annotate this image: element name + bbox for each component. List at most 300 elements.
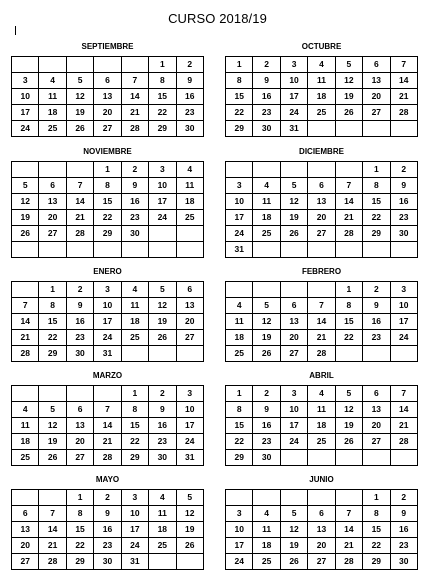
day-cell: 20 xyxy=(176,314,203,330)
day-cell: 23 xyxy=(121,210,148,226)
day-cell: 28 xyxy=(12,346,39,362)
day-cell: 11 xyxy=(308,73,335,89)
day-cell: 19 xyxy=(335,418,362,434)
day-cell: 23 xyxy=(253,434,280,450)
day-cell: 12 xyxy=(335,73,362,89)
day-cell: 7 xyxy=(94,402,121,418)
day-cell: 23 xyxy=(176,105,203,121)
day-cell: 17 xyxy=(12,105,39,121)
day-cell: 21 xyxy=(66,210,93,226)
empty-day-cell xyxy=(12,282,39,298)
day-cell: 3 xyxy=(12,73,39,89)
day-cell: 25 xyxy=(253,226,280,242)
empty-day-cell xyxy=(280,282,307,298)
month-name: MARZO xyxy=(92,371,123,380)
day-cell: 26 xyxy=(280,554,307,570)
month-grid xyxy=(225,489,418,570)
day-cell: 13 xyxy=(176,298,203,314)
empty-day-cell xyxy=(390,121,417,137)
empty-day-cell xyxy=(12,162,39,178)
day-cell: 25 xyxy=(308,434,335,450)
day-cell: 9 xyxy=(390,178,417,194)
week-row xyxy=(12,506,204,522)
day-cell: 21 xyxy=(121,105,148,121)
day-cell: 30 xyxy=(94,554,121,570)
day-cell: 17 xyxy=(280,89,307,105)
day-cell: 8 xyxy=(335,298,362,314)
day-cell: 16 xyxy=(390,194,417,210)
day-cell: 23 xyxy=(390,210,417,226)
week-row xyxy=(12,226,204,242)
day-cell: 4 xyxy=(176,162,203,178)
day-cell: 14 xyxy=(335,194,362,210)
day-cell: 28 xyxy=(94,450,121,466)
week-row xyxy=(226,105,418,121)
day-cell: 7 xyxy=(12,298,39,314)
day-cell: 31 xyxy=(94,346,121,362)
empty-day-cell xyxy=(176,346,203,362)
day-cell: 22 xyxy=(335,330,362,346)
week-row xyxy=(226,386,418,402)
day-cell: 18 xyxy=(149,522,176,538)
day-cell: 24 xyxy=(280,105,307,121)
day-cell: 12 xyxy=(149,298,176,314)
week-row xyxy=(12,330,204,346)
day-cell: 26 xyxy=(335,105,362,121)
day-cell: 6 xyxy=(39,178,66,194)
day-cell: 2 xyxy=(390,162,417,178)
day-cell: 9 xyxy=(149,402,176,418)
day-cell: 28 xyxy=(335,554,362,570)
day-cell: 26 xyxy=(280,226,307,242)
month-grid xyxy=(225,281,418,362)
month-name: ABRIL xyxy=(309,371,334,380)
week-row xyxy=(12,522,204,538)
day-cell: 13 xyxy=(12,522,39,538)
day-cell: 9 xyxy=(253,73,280,89)
empty-day-cell xyxy=(308,162,335,178)
day-cell: 5 xyxy=(335,57,362,73)
day-cell: 9 xyxy=(253,402,280,418)
empty-day-cell xyxy=(308,121,335,137)
day-cell: 14 xyxy=(39,522,66,538)
day-cell: 18 xyxy=(253,210,280,226)
empty-day-cell xyxy=(39,490,66,506)
day-cell: 20 xyxy=(363,89,390,105)
month-name: MAYO xyxy=(95,475,120,484)
week-row xyxy=(12,242,204,258)
day-cell: 31 xyxy=(121,554,148,570)
day-cell: 11 xyxy=(121,298,148,314)
day-cell: 26 xyxy=(253,346,280,362)
day-cell: 23 xyxy=(66,330,93,346)
empty-day-cell xyxy=(149,554,176,570)
day-cell: 9 xyxy=(176,73,203,89)
day-cell: 8 xyxy=(226,73,253,89)
day-cell: 29 xyxy=(121,450,148,466)
day-cell: 5 xyxy=(39,402,66,418)
day-cell: 16 xyxy=(363,314,390,330)
day-cell: 30 xyxy=(149,450,176,466)
day-cell: 7 xyxy=(390,57,417,73)
day-cell: 14 xyxy=(390,73,417,89)
empty-day-cell xyxy=(176,242,203,258)
day-cell: 9 xyxy=(94,506,121,522)
day-cell: 17 xyxy=(226,538,253,554)
week-row xyxy=(226,450,418,466)
month-grid xyxy=(11,161,204,258)
day-cell: 26 xyxy=(12,226,39,242)
day-cell: 15 xyxy=(363,194,390,210)
empty-day-cell xyxy=(39,162,66,178)
document-title: CURSO 2018/19 xyxy=(168,11,267,26)
day-cell: 8 xyxy=(39,298,66,314)
day-cell: 15 xyxy=(94,194,121,210)
week-row xyxy=(12,162,204,178)
empty-day-cell xyxy=(253,242,280,258)
week-row xyxy=(12,178,204,194)
day-cell: 16 xyxy=(253,418,280,434)
day-cell: 18 xyxy=(253,538,280,554)
month-grid xyxy=(225,161,418,258)
day-cell: 29 xyxy=(39,346,66,362)
empty-day-cell xyxy=(149,346,176,362)
day-cell: 23 xyxy=(363,330,390,346)
day-cell: 29 xyxy=(363,226,390,242)
week-row xyxy=(12,282,204,298)
day-cell: 25 xyxy=(176,210,203,226)
month-name: NOVIEMBRE xyxy=(83,147,132,156)
day-cell: 3 xyxy=(149,162,176,178)
empty-day-cell xyxy=(226,490,253,506)
day-cell: 1 xyxy=(335,282,362,298)
day-cell: 8 xyxy=(66,506,93,522)
day-cell: 1 xyxy=(226,386,253,402)
week-row xyxy=(12,346,204,362)
day-cell: 20 xyxy=(308,210,335,226)
week-row xyxy=(226,346,418,362)
month-name: ENERO xyxy=(93,267,122,276)
empty-day-cell xyxy=(253,282,280,298)
day-cell: 12 xyxy=(39,418,66,434)
week-row xyxy=(226,330,418,346)
day-cell: 1 xyxy=(94,162,121,178)
month-may xyxy=(11,473,204,570)
month-october xyxy=(225,40,418,137)
week-row xyxy=(12,57,204,73)
month-name: SEPTIEMBRE xyxy=(81,42,134,51)
day-cell: 10 xyxy=(149,178,176,194)
day-cell: 22 xyxy=(363,538,390,554)
week-row xyxy=(226,210,418,226)
day-cell: 7 xyxy=(335,506,362,522)
day-cell: 2 xyxy=(66,282,93,298)
day-cell: 31 xyxy=(280,121,307,137)
day-cell: 20 xyxy=(363,418,390,434)
day-cell: 4 xyxy=(226,298,253,314)
day-cell: 28 xyxy=(66,226,93,242)
day-cell: 11 xyxy=(39,89,66,105)
day-cell: 16 xyxy=(121,194,148,210)
day-cell: 27 xyxy=(308,554,335,570)
week-row xyxy=(226,73,418,89)
week-row xyxy=(226,121,418,137)
week-row xyxy=(226,506,418,522)
day-cell: 21 xyxy=(12,330,39,346)
day-cell: 1 xyxy=(121,386,148,402)
week-row xyxy=(226,402,418,418)
day-cell: 8 xyxy=(226,402,253,418)
day-cell: 21 xyxy=(39,538,66,554)
empty-day-cell xyxy=(121,57,148,73)
empty-day-cell xyxy=(66,57,93,73)
week-row xyxy=(12,402,204,418)
week-row xyxy=(226,418,418,434)
day-cell: 8 xyxy=(94,178,121,194)
week-row xyxy=(226,538,418,554)
empty-day-cell xyxy=(335,450,362,466)
text-cursor xyxy=(15,26,16,35)
day-cell: 6 xyxy=(12,506,39,522)
month-june xyxy=(225,473,418,570)
day-cell: 26 xyxy=(176,538,203,554)
week-row xyxy=(226,314,418,330)
day-cell: 19 xyxy=(280,538,307,554)
day-cell: 22 xyxy=(226,105,253,121)
empty-day-cell xyxy=(390,346,417,362)
day-cell: 24 xyxy=(226,226,253,242)
day-cell: 5 xyxy=(280,178,307,194)
day-cell: 29 xyxy=(66,554,93,570)
day-cell: 2 xyxy=(149,386,176,402)
day-cell: 8 xyxy=(363,178,390,194)
empty-day-cell xyxy=(280,490,307,506)
week-row xyxy=(226,162,418,178)
day-cell: 14 xyxy=(94,418,121,434)
day-cell: 13 xyxy=(363,402,390,418)
empty-day-cell xyxy=(39,386,66,402)
empty-day-cell xyxy=(390,242,417,258)
day-cell: 8 xyxy=(149,73,176,89)
day-cell: 4 xyxy=(39,73,66,89)
empty-day-cell xyxy=(12,386,39,402)
month-march xyxy=(11,369,204,466)
day-cell: 27 xyxy=(176,330,203,346)
day-cell: 3 xyxy=(390,282,417,298)
day-cell: 20 xyxy=(94,105,121,121)
day-cell: 13 xyxy=(308,194,335,210)
day-cell: 7 xyxy=(335,178,362,194)
day-cell: 16 xyxy=(94,522,121,538)
day-cell: 2 xyxy=(253,386,280,402)
day-cell: 18 xyxy=(308,89,335,105)
day-cell: 1 xyxy=(149,57,176,73)
day-cell: 27 xyxy=(363,434,390,450)
day-cell: 10 xyxy=(12,89,39,105)
day-cell: 13 xyxy=(280,314,307,330)
day-cell: 3 xyxy=(94,282,121,298)
day-cell: 1 xyxy=(363,490,390,506)
week-row xyxy=(226,434,418,450)
day-cell: 19 xyxy=(253,330,280,346)
day-cell: 6 xyxy=(308,178,335,194)
day-cell: 10 xyxy=(121,506,148,522)
day-cell: 17 xyxy=(121,522,148,538)
day-cell: 30 xyxy=(121,226,148,242)
empty-day-cell xyxy=(12,242,39,258)
day-cell: 15 xyxy=(39,314,66,330)
day-cell: 28 xyxy=(39,554,66,570)
day-cell: 6 xyxy=(363,57,390,73)
day-cell: 25 xyxy=(308,105,335,121)
day-cell: 27 xyxy=(308,226,335,242)
day-cell: 19 xyxy=(176,522,203,538)
empty-day-cell xyxy=(66,242,93,258)
empty-day-cell xyxy=(121,346,148,362)
day-cell: 6 xyxy=(66,402,93,418)
day-cell: 7 xyxy=(39,506,66,522)
day-cell: 20 xyxy=(12,538,39,554)
day-cell: 1 xyxy=(226,57,253,73)
month-november xyxy=(11,145,204,258)
empty-day-cell xyxy=(280,162,307,178)
day-cell: 4 xyxy=(308,57,335,73)
week-row xyxy=(12,121,204,137)
day-cell: 26 xyxy=(39,450,66,466)
day-cell: 4 xyxy=(149,490,176,506)
month-grid xyxy=(11,385,204,466)
month-grid xyxy=(225,56,418,137)
week-row xyxy=(12,434,204,450)
day-cell: 20 xyxy=(280,330,307,346)
day-cell: 26 xyxy=(149,330,176,346)
day-cell: 12 xyxy=(253,314,280,330)
day-cell: 12 xyxy=(12,194,39,210)
empty-day-cell xyxy=(363,242,390,258)
day-cell: 18 xyxy=(121,314,148,330)
day-cell: 30 xyxy=(390,554,417,570)
month-grid xyxy=(11,281,204,362)
week-row xyxy=(12,418,204,434)
day-cell: 14 xyxy=(121,89,148,105)
month-september xyxy=(11,40,204,137)
day-cell: 16 xyxy=(253,89,280,105)
day-cell: 8 xyxy=(121,402,148,418)
day-cell: 9 xyxy=(66,298,93,314)
day-cell: 6 xyxy=(94,73,121,89)
day-cell: 23 xyxy=(94,538,121,554)
empty-day-cell xyxy=(66,162,93,178)
day-cell: 18 xyxy=(12,434,39,450)
day-cell: 22 xyxy=(66,538,93,554)
empty-day-cell xyxy=(94,386,121,402)
day-cell: 27 xyxy=(280,346,307,362)
empty-day-cell xyxy=(308,490,335,506)
day-cell: 6 xyxy=(363,386,390,402)
day-cell: 4 xyxy=(12,402,39,418)
month-january xyxy=(11,265,204,362)
day-cell: 28 xyxy=(390,105,417,121)
day-cell: 13 xyxy=(308,522,335,538)
day-cell: 27 xyxy=(66,450,93,466)
empty-day-cell xyxy=(308,450,335,466)
week-row xyxy=(12,538,204,554)
empty-day-cell xyxy=(226,162,253,178)
day-cell: 13 xyxy=(39,194,66,210)
day-cell: 30 xyxy=(390,226,417,242)
day-cell: 31 xyxy=(226,242,253,258)
day-cell: 20 xyxy=(308,538,335,554)
day-cell: 7 xyxy=(390,386,417,402)
day-cell: 4 xyxy=(121,282,148,298)
day-cell: 28 xyxy=(121,121,148,137)
month-name: OCTUBRE xyxy=(301,42,342,51)
day-cell: 17 xyxy=(149,194,176,210)
day-cell: 24 xyxy=(280,434,307,450)
empty-day-cell xyxy=(39,242,66,258)
day-cell: 22 xyxy=(39,330,66,346)
day-cell: 16 xyxy=(176,89,203,105)
day-cell: 9 xyxy=(363,298,390,314)
week-row xyxy=(226,89,418,105)
day-cell: 14 xyxy=(308,314,335,330)
day-cell: 19 xyxy=(149,314,176,330)
day-cell: 17 xyxy=(226,210,253,226)
day-cell: 10 xyxy=(280,402,307,418)
day-cell: 12 xyxy=(66,89,93,105)
week-row xyxy=(12,554,204,570)
day-cell: 21 xyxy=(94,434,121,450)
day-cell: 7 xyxy=(121,73,148,89)
empty-day-cell xyxy=(121,242,148,258)
empty-day-cell xyxy=(149,226,176,242)
day-cell: 28 xyxy=(335,226,362,242)
day-cell: 5 xyxy=(280,506,307,522)
day-cell: 10 xyxy=(94,298,121,314)
day-cell: 9 xyxy=(390,506,417,522)
day-cell: 3 xyxy=(121,490,148,506)
day-cell: 29 xyxy=(363,554,390,570)
day-cell: 23 xyxy=(149,434,176,450)
day-cell: 3 xyxy=(226,178,253,194)
day-cell: 24 xyxy=(121,538,148,554)
month-february xyxy=(225,265,418,362)
day-cell: 25 xyxy=(149,538,176,554)
day-cell: 12 xyxy=(280,194,307,210)
day-cell: 26 xyxy=(335,434,362,450)
day-cell: 19 xyxy=(280,210,307,226)
week-row xyxy=(12,210,204,226)
day-cell: 26 xyxy=(66,121,93,137)
empty-day-cell xyxy=(12,57,39,73)
week-row xyxy=(12,105,204,121)
day-cell: 21 xyxy=(335,210,362,226)
day-cell: 27 xyxy=(363,105,390,121)
empty-day-cell xyxy=(39,57,66,73)
week-row xyxy=(226,194,418,210)
day-cell: 19 xyxy=(335,89,362,105)
day-cell: 28 xyxy=(308,346,335,362)
empty-day-cell xyxy=(335,242,362,258)
day-cell: 19 xyxy=(66,105,93,121)
day-cell: 10 xyxy=(226,194,253,210)
empty-day-cell xyxy=(363,121,390,137)
day-cell: 27 xyxy=(12,554,39,570)
day-cell: 17 xyxy=(94,314,121,330)
day-cell: 29 xyxy=(94,226,121,242)
day-cell: 11 xyxy=(149,506,176,522)
day-cell: 4 xyxy=(308,386,335,402)
